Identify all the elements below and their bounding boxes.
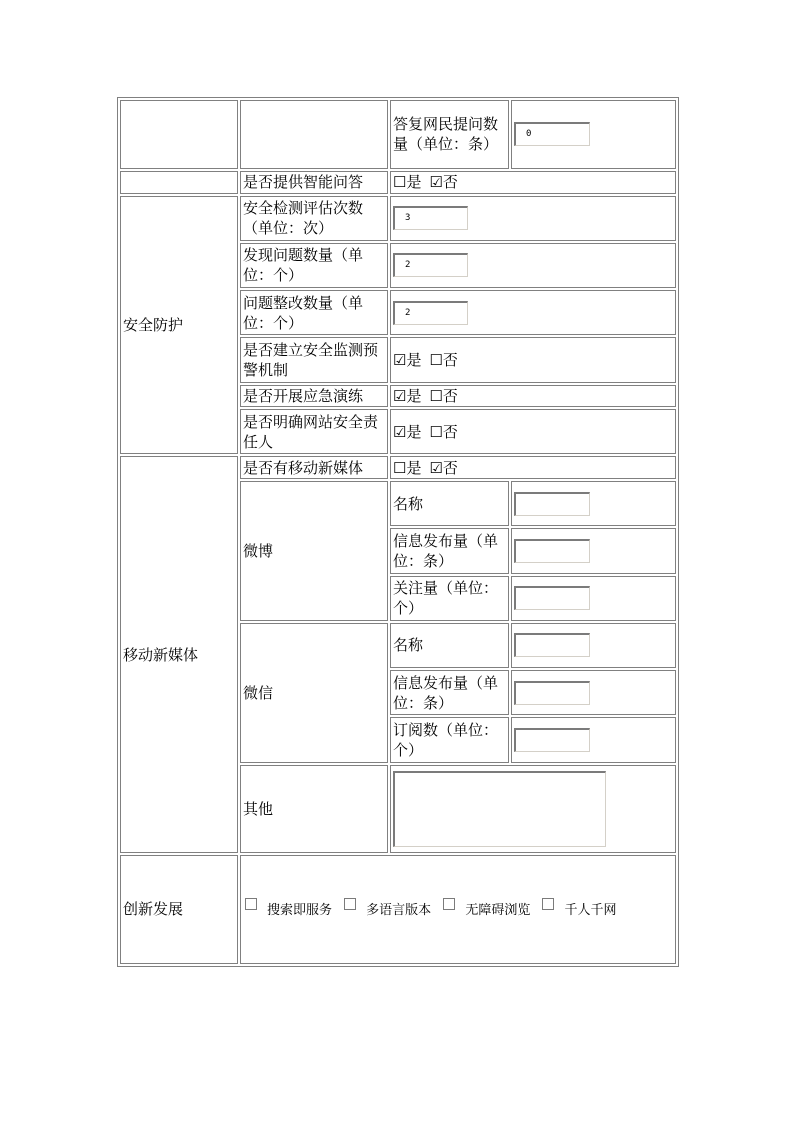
no-label: 否 bbox=[442, 386, 458, 405]
owner-no-checkbox[interactable]: ☐ bbox=[429, 422, 443, 441]
has-media-choice bbox=[390, 456, 676, 479]
blank-section-cell bbox=[120, 171, 238, 194]
has-media-yes-checkbox[interactable]: ☐ bbox=[393, 458, 407, 477]
issues-found-label: 发现问题数量（单位：个） bbox=[240, 243, 388, 288]
wechat-posts-label: 信息发布量（单位：条） bbox=[390, 670, 509, 715]
weibo-label: 微博 bbox=[240, 481, 388, 621]
yes-label: 是 bbox=[406, 458, 422, 477]
yes-label: 是 bbox=[406, 173, 422, 192]
owner-yes-checkbox[interactable]: ☑ bbox=[393, 422, 407, 441]
multilingual-label: 多语言版本 bbox=[366, 902, 432, 918]
security-section-label: 安全防护 bbox=[120, 196, 238, 455]
owner-choice bbox=[390, 409, 676, 454]
reply-count-label: 答复网民提问数量（单位：条） bbox=[390, 100, 509, 169]
weibo-followers-cell bbox=[511, 576, 676, 621]
search-service-checkbox[interactable] bbox=[245, 898, 257, 910]
blank-section-cell bbox=[120, 100, 238, 169]
accessibility-checkbox[interactable] bbox=[443, 898, 455, 910]
wechat-name-cell bbox=[511, 623, 676, 668]
reply-count-input[interactable]: 0 bbox=[514, 122, 590, 146]
no-label: 否 bbox=[442, 422, 458, 441]
has-media-label: 是否有移动新媒体 bbox=[240, 456, 388, 479]
yes-label: 是 bbox=[406, 422, 422, 441]
weibo-followers-input[interactable] bbox=[514, 586, 590, 610]
monitor-choice bbox=[390, 337, 676, 382]
smart-qa-label: 是否提供智能问答 bbox=[240, 171, 388, 194]
smart-qa-yes-checkbox[interactable]: ☐ bbox=[393, 173, 407, 192]
weibo-name-input[interactable] bbox=[514, 492, 590, 516]
weibo-posts-cell bbox=[511, 528, 676, 573]
smart-qa-no-checkbox[interactable]: ☑ bbox=[429, 173, 443, 192]
wechat-posts-input[interactable] bbox=[514, 681, 590, 705]
reply-count-cell bbox=[511, 100, 676, 169]
other-cell bbox=[390, 765, 676, 853]
media-section-label: 移动新媒体 bbox=[120, 456, 238, 853]
yes-label: 是 bbox=[406, 386, 422, 405]
innovation-options bbox=[240, 855, 676, 964]
owner-label: 是否明确网站安全责任人 bbox=[240, 409, 388, 454]
wechat-name-input[interactable] bbox=[514, 633, 590, 657]
issues-fixed-label: 问题整改数量（单位：个） bbox=[240, 290, 388, 335]
weibo-name-cell bbox=[511, 481, 676, 526]
assess-count-label: 安全检测评估次数（单位：次） bbox=[240, 196, 388, 241]
no-label: 否 bbox=[442, 350, 458, 369]
assess-count-input[interactable]: 3 bbox=[393, 206, 468, 230]
issues-fixed-cell bbox=[390, 290, 676, 335]
drill-label: 是否开展应急演练 bbox=[240, 385, 388, 408]
report-table bbox=[117, 97, 679, 967]
issues-found-cell bbox=[390, 243, 676, 288]
innovation-section-label: 创新发展 bbox=[120, 855, 238, 964]
monitor-no-checkbox[interactable]: ☐ bbox=[429, 350, 443, 369]
assess-count-cell bbox=[390, 196, 676, 241]
weibo-name-label: 名称 bbox=[390, 481, 509, 526]
no-label: 否 bbox=[442, 173, 458, 192]
drill-no-checkbox[interactable]: ☐ bbox=[429, 386, 443, 405]
monitor-label: 是否建立安全监测预警机制 bbox=[240, 337, 388, 382]
monitor-yes-checkbox[interactable]: ☑ bbox=[393, 350, 407, 369]
issues-fixed-input[interactable]: 2 bbox=[393, 301, 468, 325]
blank-item-cell bbox=[240, 100, 388, 169]
smart-qa-choice bbox=[390, 171, 676, 194]
wechat-name-label: 名称 bbox=[390, 623, 509, 668]
other-textarea[interactable] bbox=[393, 771, 606, 847]
other-label: 其他 bbox=[240, 765, 388, 853]
wechat-subscribers-cell bbox=[511, 717, 676, 762]
no-label: 否 bbox=[442, 458, 458, 477]
wechat-posts-cell bbox=[511, 670, 676, 715]
drill-choice bbox=[390, 385, 676, 408]
personalized-checkbox[interactable] bbox=[542, 898, 554, 910]
personalized-label: 千人千网 bbox=[564, 902, 617, 918]
weibo-posts-label: 信息发布量（单位：条） bbox=[390, 528, 509, 573]
accessibility-label: 无障碍浏览 bbox=[465, 902, 531, 918]
wechat-subscribers-input[interactable] bbox=[514, 728, 590, 752]
search-service-label: 搜索即服务 bbox=[267, 902, 333, 918]
issues-found-input[interactable]: 2 bbox=[393, 253, 468, 277]
weibo-followers-label: 关注量（单位：个） bbox=[390, 576, 509, 621]
weibo-posts-input[interactable] bbox=[514, 539, 590, 563]
has-media-no-checkbox[interactable]: ☑ bbox=[429, 458, 443, 477]
drill-yes-checkbox[interactable]: ☑ bbox=[393, 386, 407, 405]
wechat-label: 微信 bbox=[240, 623, 388, 763]
wechat-subscribers-label: 订阅数（单位：个） bbox=[390, 717, 509, 762]
yes-label: 是 bbox=[406, 350, 422, 369]
multilingual-checkbox[interactable] bbox=[344, 898, 356, 910]
